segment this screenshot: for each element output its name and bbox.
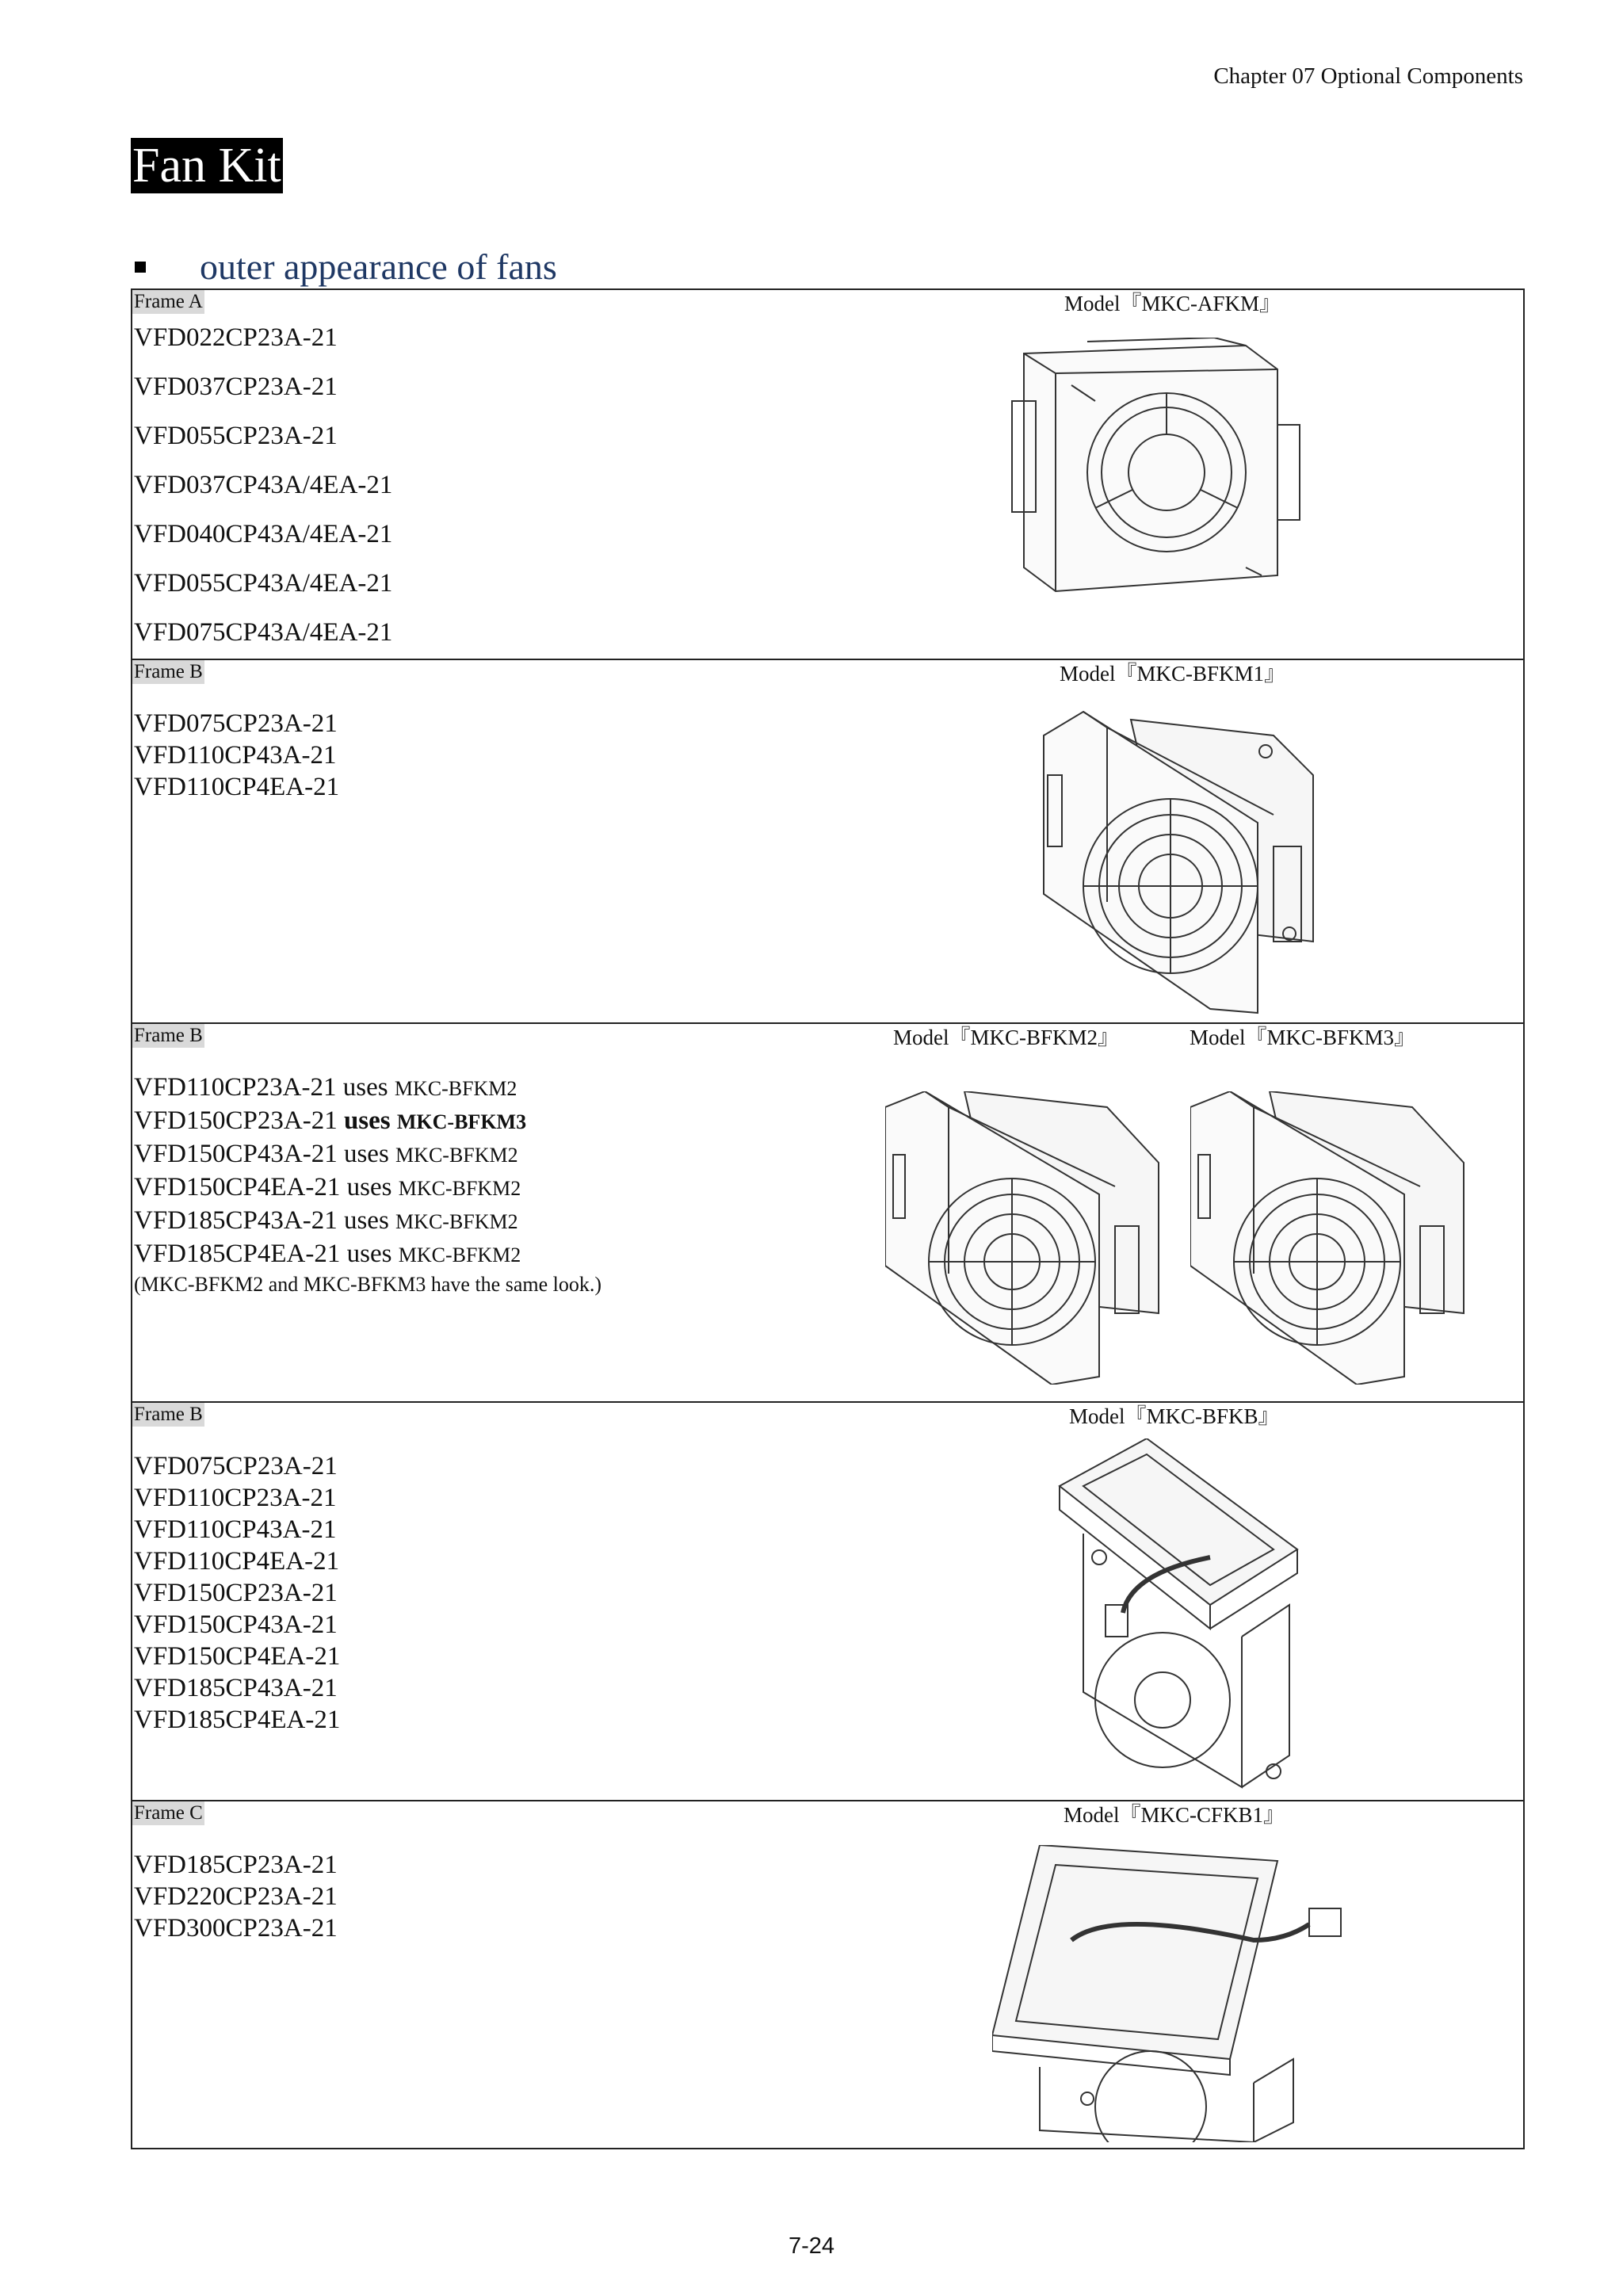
frame-label: Frame B (134, 1404, 203, 1425)
frame-label: Frame B (134, 1025, 203, 1046)
list-item: VFD022CP23A-21 (134, 323, 338, 352)
model-label: Model『MKC-BFKB』 (1069, 1404, 1280, 1428)
model-list (134, 1450, 340, 1736)
list-item: VFD055CP43A/4EA-21 (134, 569, 393, 598)
fan-image-mkc-bfkm1 (1036, 704, 1321, 1017)
model-list (134, 1072, 601, 1298)
list-item: VFD110CP43A-21 (134, 741, 337, 770)
model-label: Model『MKC-BFKM1』 (1060, 662, 1286, 686)
list-item: VFD075CP43A/4EA-21 (134, 618, 393, 647)
list-item: VFD110CP23A-21 uses MKC-BFKM2 (134, 1073, 517, 1102)
list-item: VFD300CP23A-21 (134, 1914, 338, 1943)
model-list (134, 708, 339, 803)
section-heading (131, 246, 557, 288)
list-item: VFD150CP43A-21 uses MKC-BFKM2 (134, 1140, 518, 1168)
page-number: 7-24 (788, 2233, 835, 2259)
list-item: VFD110CP43A-21 (134, 1515, 337, 1544)
model-label-bfkm3: Model『MKC-BFKM3』 (1190, 1026, 1416, 1049)
table-row-frame-b-bfkm1 (132, 660, 1523, 1024)
fan-image-mkc-bfkm3 (1190, 1091, 1468, 1385)
list-item: VFD055CP23A-21 (134, 422, 338, 450)
list-item: VFD040CP43A/4EA-21 (134, 520, 393, 548)
list-item: VFD150CP23A-21 (134, 1579, 338, 1607)
table-row-frame-c-cfkb1 (132, 1801, 1523, 2148)
note: (MKC-BFKM2 and MKC-BFKM3 have the same look.) (134, 1273, 602, 1296)
model-label-bfkm2: Model『MKC-BFKM2』 (893, 1026, 1120, 1049)
section-label: outer appearance of fans (200, 246, 557, 287)
list-item: VFD075CP23A-21 (134, 709, 338, 738)
list-item: VFD110CP23A-21 (134, 1484, 337, 1512)
fan-image-mkc-afkm (1008, 338, 1301, 599)
model-label: Model『MKC-CFKB1』 (1064, 1803, 1285, 1827)
fan-kit-table (131, 288, 1525, 2149)
list-item: VFD037CP43A/4EA-21 (134, 471, 393, 499)
fan-image-mkc-cfkb1 (992, 1845, 1365, 2142)
list-item: VFD110CP4EA-21 (134, 773, 340, 801)
fan-image-mkc-bfkb (1052, 1438, 1305, 1795)
frame-label: Frame B (134, 661, 203, 682)
list-item: VFD185CP23A-21 (134, 1851, 338, 1879)
list-item: VFD150CP43A-21 (134, 1610, 338, 1639)
chapter-header: Chapter 07 Optional Components (1213, 63, 1523, 89)
list-item: VFD185CP43A-21 uses MKC-BFKM2 (134, 1206, 518, 1235)
list-item: VFD075CP23A-21 (134, 1452, 338, 1480)
list-item: VFD185CP43A-21 (134, 1674, 338, 1702)
bullet-icon (135, 262, 146, 273)
fan-image-mkc-bfkm2 (885, 1091, 1163, 1385)
table-row-frame-b-bfkb (132, 1403, 1523, 1801)
list-item: VFD150CP4EA-21 (134, 1642, 341, 1671)
model-label: Model『MKC-AFKM』 (1064, 292, 1281, 315)
list-item: VFD185CP4EA-21 uses MKC-BFKM2 (134, 1240, 521, 1268)
frame-label: Frame A (134, 291, 203, 312)
list-item: VFD037CP23A-21 (134, 372, 338, 401)
list-item: VFD220CP23A-21 (134, 1882, 338, 1911)
list-item: VFD150CP4EA-21 uses MKC-BFKM2 (134, 1173, 521, 1201)
model-list (134, 322, 392, 666)
list-item: VFD185CP4EA-21 (134, 1706, 341, 1734)
page-title: Fan Kit (132, 139, 281, 193)
list-item: VFD150CP23A-21 uses MKC-BFKM3 (134, 1106, 527, 1135)
model-list (134, 1849, 338, 1944)
frame-label: Frame C (134, 1802, 203, 1824)
list-item: VFD110CP4EA-21 (134, 1547, 340, 1576)
table-row-frame-a (132, 290, 1523, 660)
table-row-frame-b-bfkm2-3 (132, 1024, 1523, 1403)
